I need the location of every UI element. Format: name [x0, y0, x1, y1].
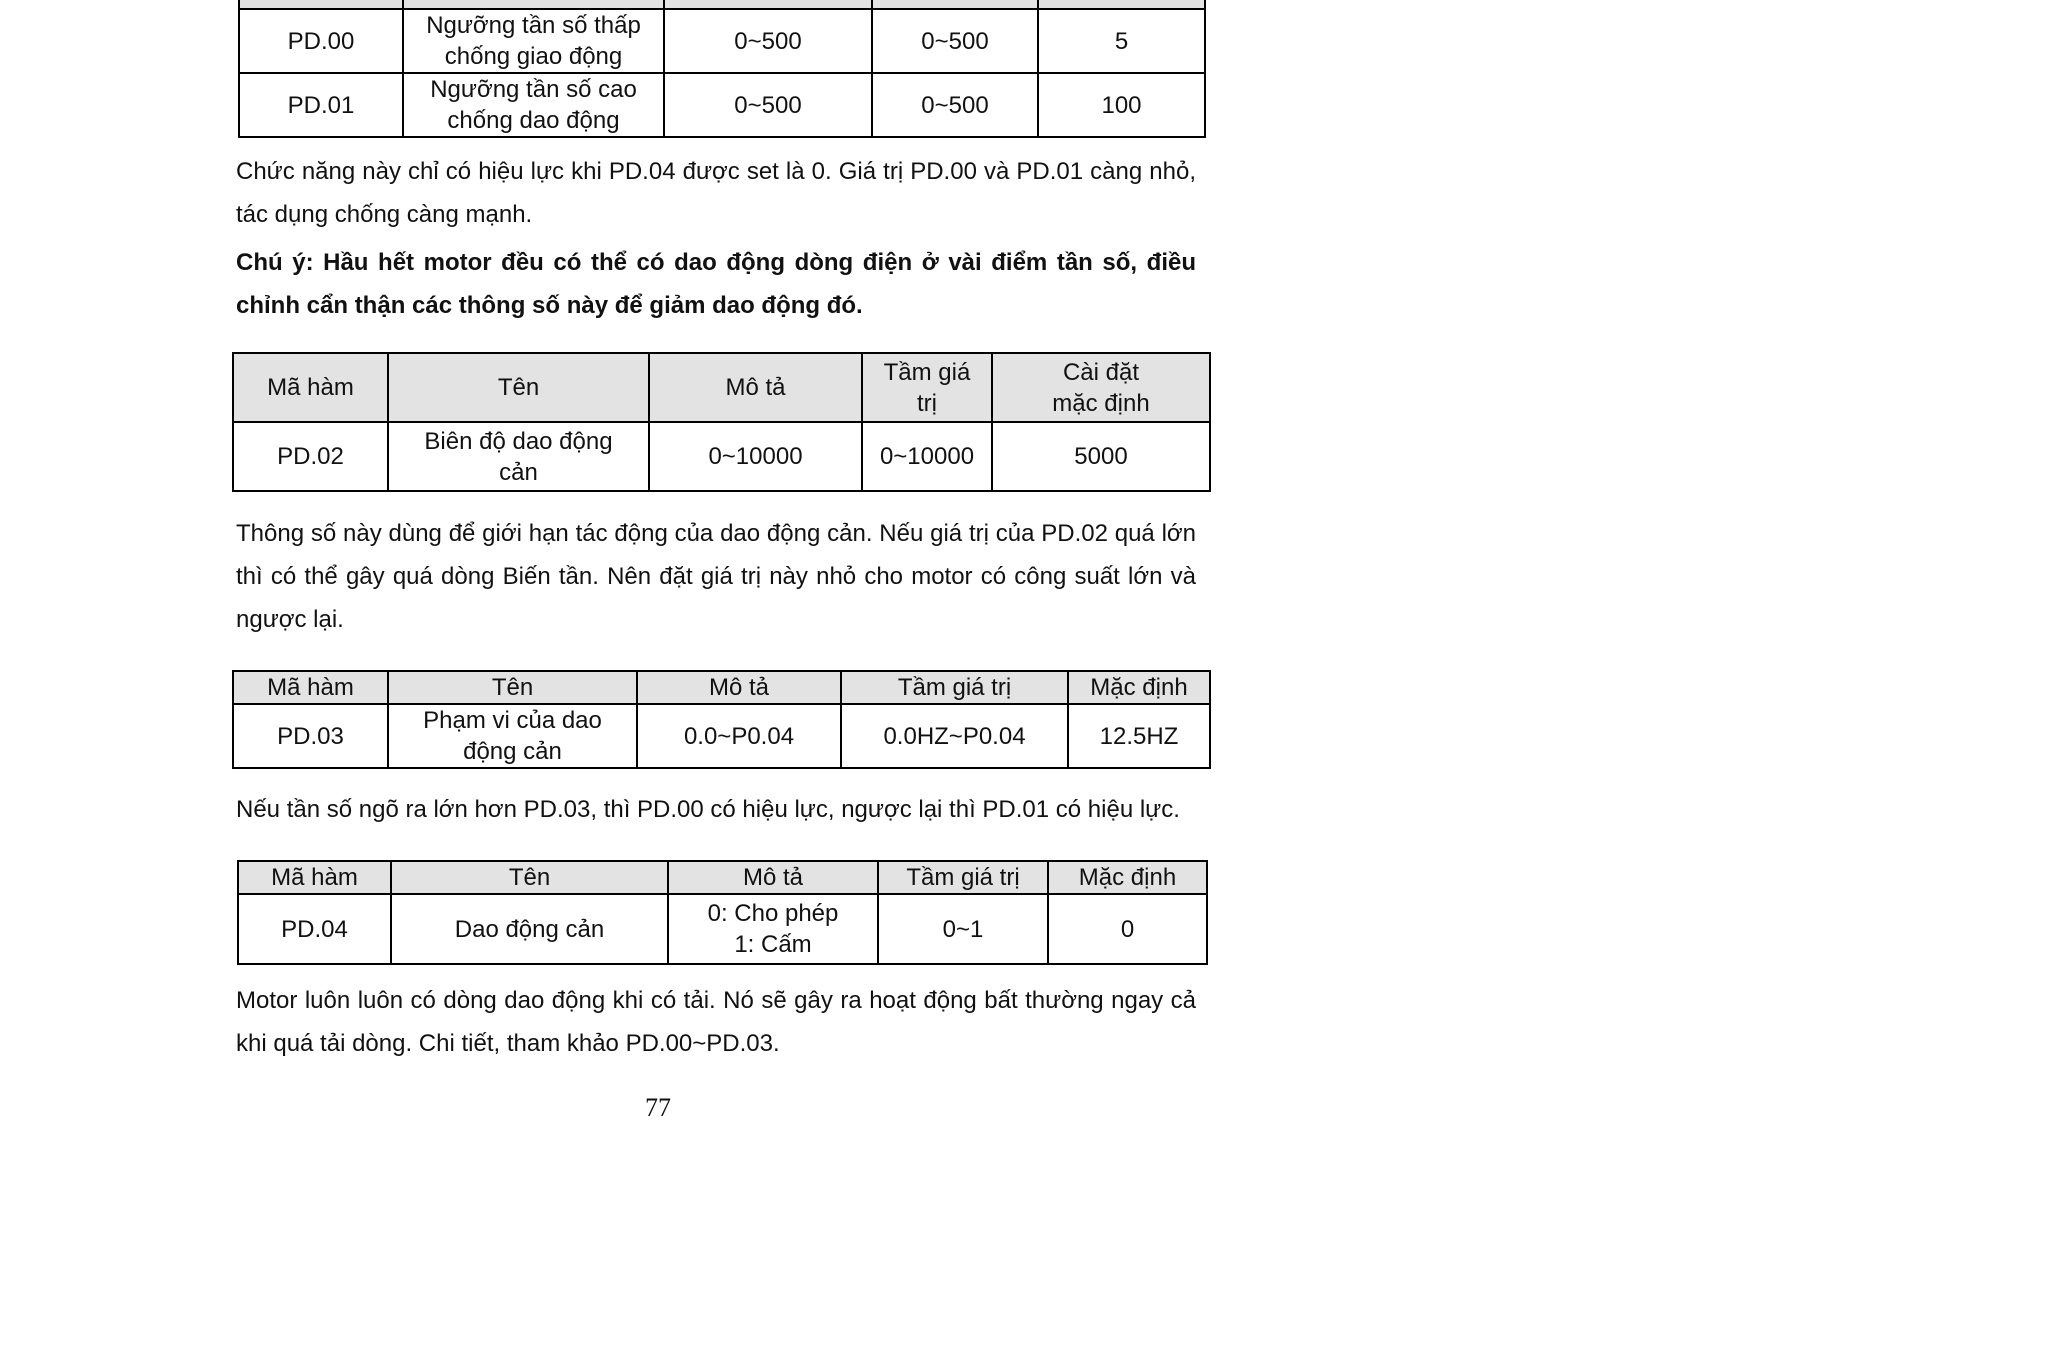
table-row	[238, 894, 1207, 964]
header-range: Tầm giá trị	[862, 353, 992, 422]
name-cell: Phạm vi của dao động cản	[388, 704, 637, 768]
table-header-row	[233, 353, 1210, 422]
header-code: Mã hàm	[233, 671, 388, 704]
code-cell: PD.00	[239, 9, 403, 73]
table-row	[233, 422, 1210, 491]
parameter-table-pd04	[237, 860, 1208, 965]
paragraph-pd03-description: Nếu tần số ngõ ra lớn hơn PD.03, thì PD.00 có hiệu lực, ngược lại thì PD.01 có hiệu lực.	[236, 796, 1180, 823]
default-cell: 0	[1048, 894, 1207, 964]
name-cell: Ngưỡng tần số thấp chống giao động	[403, 9, 664, 73]
header-code: Mã hàm	[233, 353, 388, 422]
note-paragraph: Chú ý: Hầu hết motor đều có thể có dao động dòng điện ở vài điểm tần số, điều chỉnh cẩn thận các thông số này để giảm dao động đó.	[236, 249, 1196, 319]
header-desc: Mô tả	[637, 671, 841, 704]
header-default: Mặc định	[1068, 671, 1210, 704]
header-desc: Mô tả	[649, 353, 862, 422]
parameter-table-pd00-pd01	[238, 0, 1206, 138]
desc-cell: 0: Cho phép 1: Cấm	[668, 894, 878, 964]
range-cell: 0.0HZ~P0.04	[841, 704, 1068, 768]
parameter-table-pd02	[232, 352, 1211, 492]
header-desc: Mô tả	[668, 861, 878, 894]
desc-cell: 0~500	[664, 9, 872, 73]
range-cell: 0~1	[878, 894, 1048, 964]
header-range: Tầm giá trị	[878, 861, 1048, 894]
name-cell: Dao động cản	[391, 894, 668, 964]
code-cell: PD.03	[233, 704, 388, 768]
range-cell: 0~10000	[862, 422, 992, 491]
default-cell: 100	[1038, 73, 1205, 137]
name-cell: Biên độ dao động cản	[388, 422, 649, 491]
table-row	[233, 704, 1210, 768]
desc-cell: 0~10000	[649, 422, 862, 491]
paragraph-pd04-effect: Chức năng này chỉ có hiệu lực khi PD.04 được set là 0. Giá trị PD.00 và PD.01 càng nhỏ, tác dụng chống càng mạnh.	[236, 158, 1196, 228]
table-header-row-cropped	[239, 0, 1205, 9]
header-default: Cài đặt mặc định	[992, 353, 1210, 422]
header-code: Mã hàm	[238, 861, 391, 894]
table-header-row	[238, 861, 1207, 894]
code-cell: PD.01	[239, 73, 403, 137]
name-cell: Ngưỡng tần số cao chống dao động	[403, 73, 664, 137]
code-cell: PD.02	[233, 422, 388, 491]
table-row	[239, 9, 1205, 73]
table-row	[239, 73, 1205, 137]
header-default: Mặc định	[1048, 861, 1207, 894]
header-name: Tên	[388, 353, 649, 422]
desc-cell: 0.0~P0.04	[637, 704, 841, 768]
header-name: Tên	[388, 671, 637, 704]
header-name: Tên	[391, 861, 668, 894]
desc-cell: 0~500	[664, 73, 872, 137]
paragraph-pd04-description: Motor luôn luôn có dòng dao động khi có tải. Nó sẽ gây ra hoạt động bất thường ngay cả khi quá tải dòng. Chi tiết, tham khảo PD.00~PD.03.	[236, 987, 1196, 1057]
parameter-table-pd03	[232, 670, 1211, 769]
default-cell: 5	[1038, 9, 1205, 73]
header-range: Tầm giá trị	[841, 671, 1068, 704]
table-header-row	[233, 671, 1210, 704]
default-cell: 12.5HZ	[1068, 704, 1210, 768]
page-number: 77	[645, 1093, 671, 1122]
code-cell: PD.04	[238, 894, 391, 964]
range-cell: 0~500	[872, 73, 1038, 137]
paragraph-pd02-description: Thông số này dùng để giới hạn tác động của dao động cản. Nếu giá trị của PD.02 quá lớn thì có thể gây quá dòng Biến tần. Nên đặt giá trị này nhỏ cho motor có công suất lớn và ngược lại.	[236, 520, 1196, 633]
range-cell: 0~500	[872, 9, 1038, 73]
default-cell: 5000	[992, 422, 1210, 491]
